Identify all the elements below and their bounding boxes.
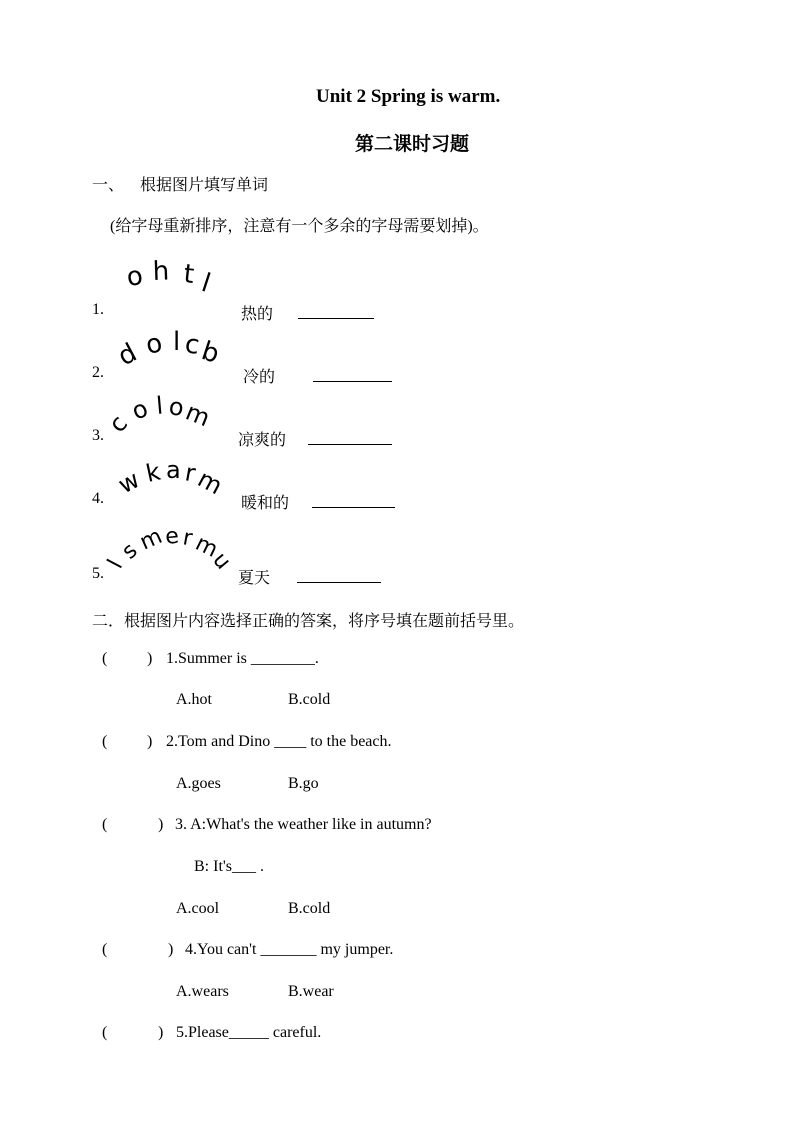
svg-text:w: w [113, 465, 145, 500]
q1-text: 1.Summer is ________. [166, 650, 319, 667]
section1-number: 一、 [92, 177, 125, 194]
q4-option-b: B.wear [288, 983, 334, 1000]
svg-text:c: c [183, 329, 202, 361]
svg-text:d: d [113, 337, 142, 373]
svg-text:c: c [103, 409, 134, 438]
svg-text:r: r [182, 458, 198, 488]
svg-text:a: a [166, 456, 181, 484]
letter-arc-2 [113, 327, 228, 373]
letter-arc-4 [113, 456, 227, 501]
item-5-number: 5. [92, 565, 104, 582]
item-2-number: 2. [92, 364, 104, 381]
q3-option-a: A.cool [176, 900, 220, 917]
svg-text:m: m [191, 530, 222, 563]
svg-text:r: r [180, 525, 195, 552]
q3-close-paren: ) [158, 816, 164, 833]
item-5-meaning: 夏天 [238, 570, 271, 587]
page-title: Unit 2 Spring is warm. [316, 86, 501, 107]
q3-sub: B: It's___ . [194, 858, 264, 875]
svg-text:k: k [143, 457, 163, 488]
page-subtitle: 第二课时习题 [355, 134, 470, 155]
item-4-number: 4. [92, 490, 104, 507]
q5-text: 5.Please_____ careful. [176, 1024, 322, 1041]
svg-text:o: o [127, 394, 152, 426]
svg-text:u: u [207, 547, 236, 575]
item-1-meaning: 热的 [241, 306, 274, 323]
q3-option-b: B.cold [288, 900, 331, 917]
svg-text:o: o [124, 261, 145, 293]
svg-text:s: s [117, 538, 143, 565]
q4-close-paren: ) [168, 941, 174, 958]
q5-close-paren: ) [158, 1024, 164, 1041]
svg-text:m: m [181, 397, 214, 433]
svg-text:l: l [197, 268, 214, 299]
q4-open-paren[interactable]: ( [102, 941, 108, 958]
svg-text:o: o [167, 392, 186, 422]
q1-open-paren[interactable]: ( [102, 650, 108, 667]
q1-option-b: B.cold [288, 691, 331, 708]
q1-close-paren: ) [147, 650, 153, 667]
svg-text:e: e [164, 523, 181, 550]
q2-option-b: B.go [288, 775, 319, 792]
svg-text:h: h [152, 256, 170, 287]
section2-heading: 二．根据图片内容选择正确的答案，将序号填在题前括号里。 [92, 613, 525, 630]
item-2-meaning: 冷的 [243, 369, 276, 386]
item-4-answer-blank[interactable] [312, 493, 395, 508]
q2-close-paren: ) [147, 733, 153, 750]
letter-arc-1 [118, 252, 228, 298]
q4-option-a: A.wears [176, 983, 229, 1000]
svg-text:l: l [155, 391, 165, 420]
letter-arc-3 [103, 391, 214, 438]
q3-text: 3. A:What's the weather like in autumn? [175, 816, 432, 833]
item-1-number: 1. [92, 301, 104, 318]
item-3-number: 3. [92, 427, 104, 444]
item-3-answer-blank[interactable] [308, 430, 392, 445]
item-5-answer-blank[interactable] [297, 568, 381, 583]
item-1-answer-blank[interactable] [298, 304, 374, 319]
svg-text:o: o [143, 328, 166, 361]
svg-text:b: b [197, 336, 223, 370]
section1-instruction: (给字母重新排序，注意有一个多余的字母需要划掉)。 [110, 218, 489, 235]
item-2-answer-blank[interactable] [313, 367, 392, 382]
svg-text:t: t [182, 259, 196, 291]
svg-text:l: l [103, 555, 129, 573]
svg-text:m: m [193, 464, 227, 501]
item-3-meaning: 凉爽的 [238, 432, 287, 449]
q5-open-paren[interactable]: ( [102, 1024, 108, 1041]
svg-text:m: m [136, 523, 167, 556]
q4-text: 4.You can't _______ my jumper. [185, 941, 394, 958]
section1-heading: 根据图片填写单词 [140, 177, 269, 194]
q1-option-a: A.hot [176, 691, 212, 708]
letter-arc-5 [103, 523, 236, 582]
q2-text: 2.Tom and Dino ____ to the beach. [166, 733, 392, 750]
q2-open-paren[interactable]: ( [102, 733, 108, 750]
svg-text:l: l [173, 327, 181, 357]
q3-open-paren[interactable]: ( [102, 816, 108, 833]
item-4-meaning: 暖和的 [241, 495, 290, 512]
q2-option-a: A.goes [176, 775, 221, 792]
